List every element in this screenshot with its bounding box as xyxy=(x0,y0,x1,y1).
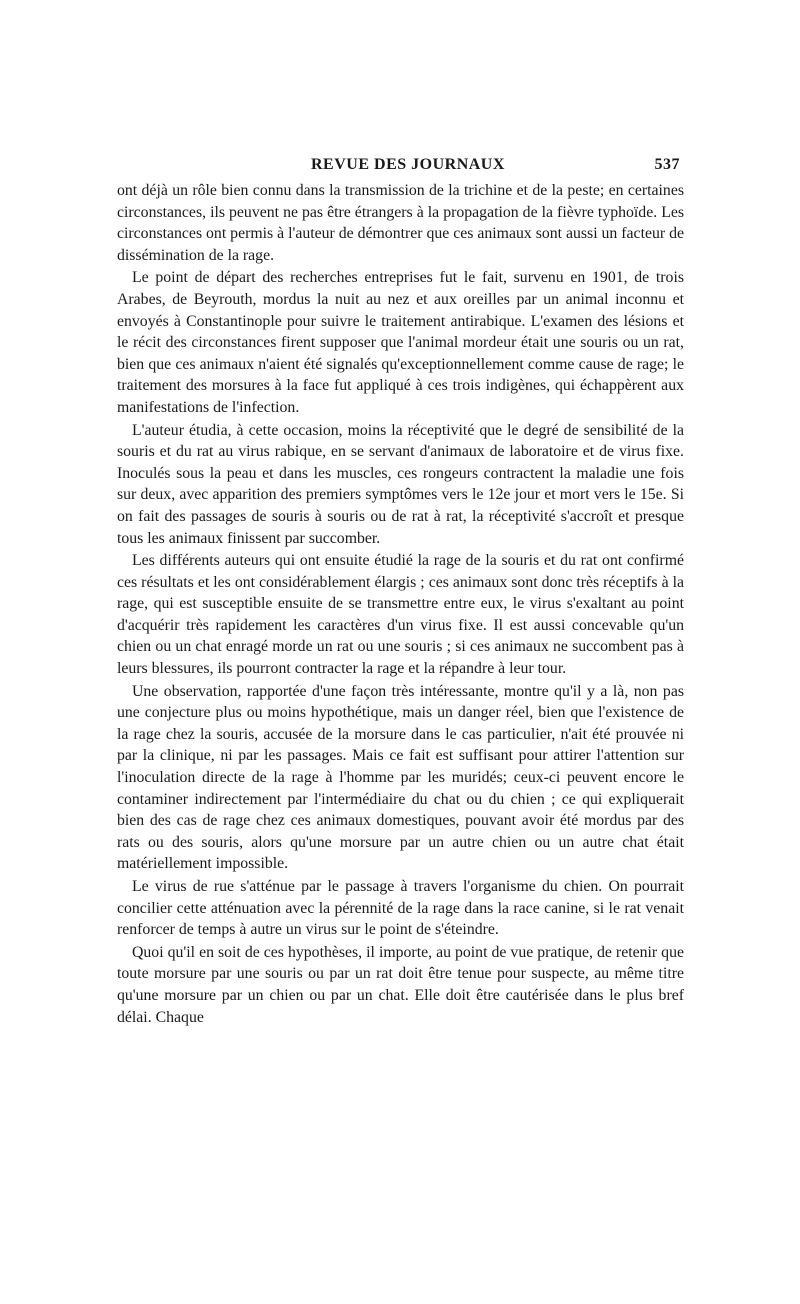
page-number: 537 xyxy=(654,156,680,173)
paragraph: Le virus de rue s'atténue par le passage à travers l'organisme du chien. On pourrait concilier cette atténuation avec la pérennité de la rage dans la race canine, si le rat venait renforcer de temps à autre un virus sur le point de s'éteindre. xyxy=(117,878,684,939)
running-title: REVUE DES JOURNAUX xyxy=(311,156,505,173)
running-head xyxy=(117,152,684,180)
paragraph: Le point de départ des recherches entreprises fut le fait, survenu en 1901, de trois Arabes, de Beyrouth, mordus la nuit au nez et aux oreilles par un animal inconnu et envoyés à Constantinople pour suivre le traitement antirabique. L'examen des lésions et le récit des circonstances firent supposer que l'animal mordeur était une souris ou un rat, bien que ces animaux n'aient été signalés qu'exceptionnellement comme cause de rage; le traitement des morsures à la face fut appliqué à ces trois indigènes, qui échappèrent aux manifestations de l'infection. xyxy=(117,269,684,416)
article-body xyxy=(117,180,684,1028)
paragraph-continuation: ont déjà un rôle bien connu dans la transmission de la trichine et de la peste; en certaines circonstances, ils peuvent ne pas être étrangers à la propagation de la fièvre typhoïde. Les circonstances ont permis à l'auteur de démontrer que ces animaux sont aussi un facteur de dissémination de la rage. xyxy=(117,182,684,264)
paragraph: L'auteur étudia, à cette occasion, moins la réceptivité que le degré de sensibilité de la souris et du rat au virus rabique, en se servant d'animaux de laboratoire et de virus fixe. Inoculés sous la peau et dans les muscles, ces rongeurs contractent la maladie une fois sur deux, avec apparition des premiers symptômes vers le 12e jour et mort vers le 15e. Si on fait des passages de souris à souris ou de rat à rat, la réceptivité s'accroît et presque tous les animaux finissent par succomber. xyxy=(117,421,684,547)
paragraph: Quoi qu'il en soit de ces hypothèses, il importe, au point de vue pratique, de retenir que toute morsure par une souris ou par un rat doit être tenue pour suspecte, au même titre qu'une morsure par un chien ou par un chat. Elle doit être cautérisée dans le plus bref délai. Chaque xyxy=(117,943,684,1026)
paragraph: Les différents auteurs qui ont ensuite étudié la rage de la souris et du rat ont confirmé ces résultats et les ont considérablement élargis ; ces animaux sont donc très réceptifs à la rage, qui est susceptible ensuite de se transmettre entre eux, le virus s'exaltant au point d'acquérir très rapidement les caractères d'un virus fixe. Il est aussi concevable qu'un chien ou un chat enragé morde un rat ou une souris ; si ces animaux ne succombent pas à leurs blessures, ils pourront contracter la rage et la répandre à leur tour. xyxy=(117,552,684,678)
paragraph: Une observation, rapportée d'une façon très intéressante, montre qu'il y a là, non pas une conjecture plus ou moins hypothétique, mais un danger réel, bien que l'existence de la rage chez la souris, accusée de la morsure dans le cas particulier, n'ait été prouvée ni par la clinique, ni par les passages. Mais ce fait est suffisant pour attirer l'attention sur l'inoculation directe de la rage à l'homme par les muridés; ceux-ci peuvent encore le contaminer indirectement par l'intermédiaire du chat ou du chien ; ce qui expliquerait bien des cas de rage chez ces animaux domestiques, pouvant avoir été mordus par des rats ou des souris, alors qu'une morsure par un autre chien ou un autre chat était matériellement impossible. xyxy=(117,682,684,873)
page xyxy=(117,152,684,1029)
